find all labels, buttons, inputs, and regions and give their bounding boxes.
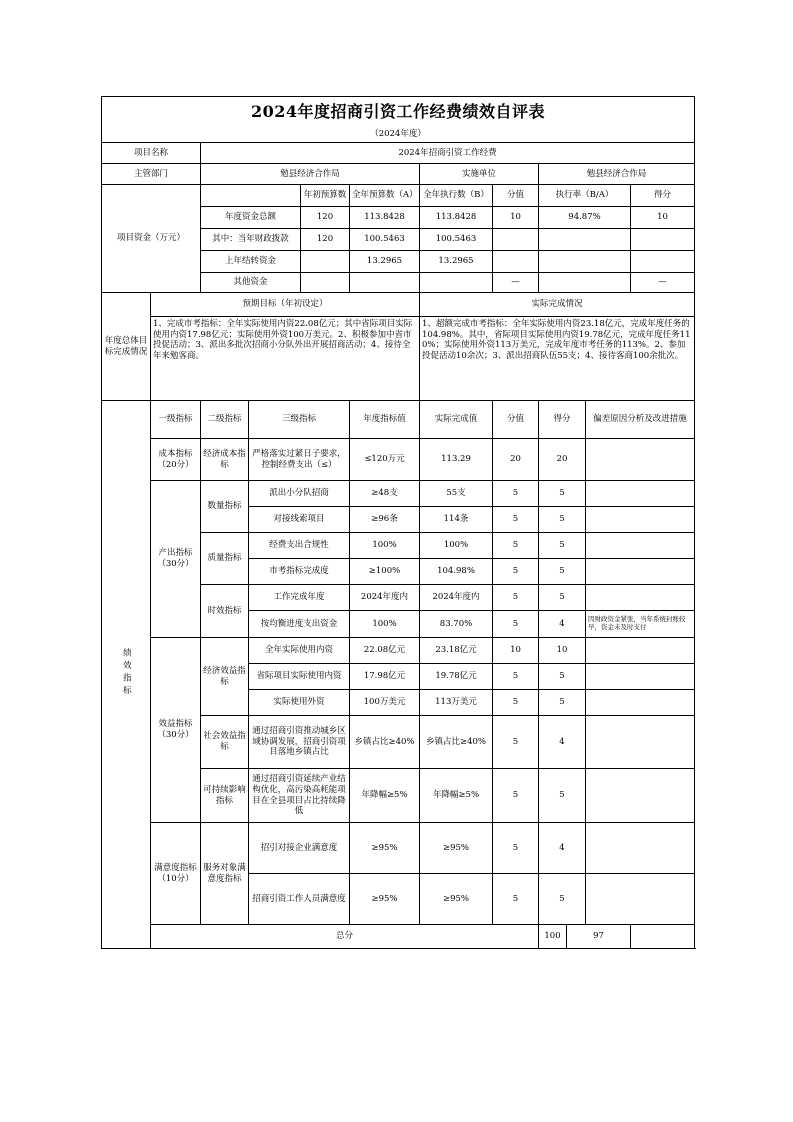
perf-row: 时效指标 工作完成年度 2024年度内 2024年度内 5 5 (102, 585, 695, 611)
perf-row: 质量指标 经费支出合规性 100% 100% 5 5 (102, 533, 695, 559)
perf-header-note: 偏差原因分析及改进措施 (586, 401, 695, 439)
funds-header-initial: 年初预算数 (301, 185, 350, 207)
time-l2: 时效指标 (201, 585, 249, 638)
perf-header-score: 得分 (539, 401, 586, 439)
goals-label: 年度总体目标完成情况 (102, 293, 151, 401)
expected-goal-label: 预期目标（年初设定） (151, 293, 420, 317)
perf-row: 产出指标（30分） 数量指标 派出小分队招商 ≥48支 55支 5 5 (102, 481, 695, 507)
funds-header-value: 分值 (493, 185, 539, 207)
perf-row: 社会效益指标 通过招商引资推动城乡区域协调发展，招商引资项目落地乡镇占比 乡镇占比≥40% 乡镇占比≥40% 5 4 (102, 716, 695, 769)
perf-header-l1: 一级指标 (151, 401, 201, 439)
total-label: 总分 (151, 925, 539, 949)
funds-header-score: 得分 (631, 185, 695, 207)
funds-header-executed: 全年执行数（B） (420, 185, 493, 207)
funds-row: 其他资金 — — (102, 273, 695, 293)
total-value: 100 (539, 925, 567, 949)
perf-header-l2: 二级指标 (201, 401, 249, 439)
benefit-l1: 效益指标（30分） (151, 638, 201, 823)
perf-row: 可持续影响指标 通过招商引资延续产业结构优化，高污染高耗能项目在全县项目占比持续降低 年降幅≥5% 年降幅≥5% 5 5 (102, 769, 695, 823)
social-l2: 社会效益指标 (201, 716, 249, 769)
perf-header-target: 年度指标值 (350, 401, 420, 439)
impl-value: 勉县经济合作局 (539, 164, 695, 185)
funds-header-annual: 全年预算数（A） (350, 185, 420, 207)
sustain-l2: 可持续影响指标 (201, 769, 249, 823)
dept-label: 主管部门 (102, 164, 201, 185)
impl-label: 实施单位 (420, 164, 539, 185)
cost-l2: 经济成本指标 (201, 439, 249, 481)
perf-header-l3: 三级指标 (249, 401, 350, 439)
perf-row: 实际使用外资 100万美元 113万美元 5 5 (102, 690, 695, 716)
satis-l1: 满意度指标（10分） (151, 823, 201, 925)
evaluation-sheet (101, 96, 694, 949)
econ-l2: 经济效益指标 (201, 638, 249, 716)
funds-row: 上年结转资金 13.2965 13.2965 (102, 251, 695, 273)
output-l1: 产出指标（30分） (151, 481, 201, 638)
dept-value: 勉县经济合作局 (201, 164, 420, 185)
perf-row: 招商引资工作人员满意度 ≥95% ≥95% 5 5 (102, 874, 695, 925)
funds-label: 项目资金（万元） (102, 185, 201, 293)
project-name: 2024年招商引资工作经费 (201, 143, 695, 164)
project-name-label: 项目名称 (102, 143, 201, 164)
satis-l2: 服务对象满意度指标 (201, 823, 249, 925)
perf-row: 效益指标（30分） 经济效益指标 全年实际使用内资 22.08亿元 23.18亿元 10 10 (102, 638, 695, 664)
perf-header-actual: 实际完成值 (420, 401, 493, 439)
perf-row: 满意度指标（10分） 服务对象满意度指标 招引对接企业满意度 ≥95% ≥95% 5 4 (102, 823, 695, 874)
page-title: 2024年度招商引资工作经费绩效自评表 (102, 97, 695, 128)
quality-l2: 质量指标 (201, 533, 249, 585)
report-year: （2024年度） (102, 128, 695, 143)
perf-row: 按均衡进度支出资金 100% 83.70% 5 4 因财政资金紧张，当年系统封账较早，资金未及时支付 (102, 611, 695, 638)
cost-l1: 成本指标（20分） (151, 439, 201, 481)
actual-result-text: 1、超额完成市考指标：全年实际使用内资23.18亿元，完成年度任务的104.98%。其中，省际项目实际使用内资19.78亿元，完成年度任务110%；实际使用外资113万美元，完成年度市考任务的113%。2、参加投促活动10余次；3、派出招商队伍55支；4、接待客商100余批次。 (420, 317, 695, 401)
evaluation-table (101, 96, 695, 949)
perf-row: 成本指标（20分） 经济成本指标 严格落实过紧日子要求，控制经费支出（≤） ≤120万元 113.29 20 20 (102, 439, 695, 481)
total-score: 97 (567, 925, 631, 949)
total-row (102, 925, 695, 949)
perf-row: 市考指标完成度 ≥100% 104.98% 5 5 (102, 559, 695, 585)
actual-result-label: 实际完成情况 (420, 293, 695, 317)
perf-header-value: 分值 (493, 401, 539, 439)
expected-goal-text: 1、完成市考指标：全年实际使用内资22.08亿元；其中省际项目实际使用内资17.98亿元；实际使用外资100万美元。2、积极参加中省市投促活动；3、派出多批次招商小分队外出开展招商活动；4、接待全年来勉客商。 (151, 317, 420, 401)
funds-header-rate: 执行率（B/A） (539, 185, 631, 207)
perf-row: 对接线索项目 ≥96条 114条 5 5 (102, 507, 695, 533)
perf-row: 省际项目实际使用内资 17.98亿元 19.78亿元 5 5 (102, 664, 695, 690)
funds-row: 其中：当年财政拨款 120 100.5463 100.5463 (102, 229, 695, 251)
quantity-l2: 数量指标 (201, 481, 249, 533)
funds-row: 年度资金总额 120 113.8428 113.8428 10 94.87% 10 (102, 207, 695, 229)
perf-label: 绩效指标 (102, 401, 151, 949)
